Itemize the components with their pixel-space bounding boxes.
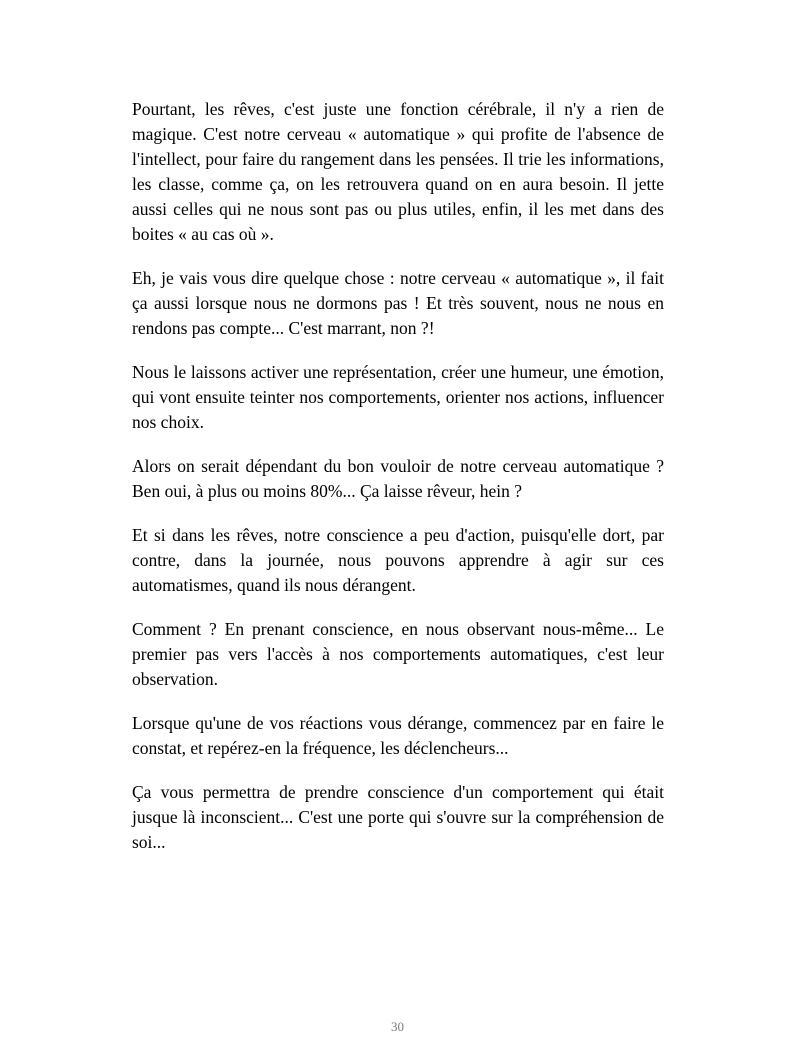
paragraph-1: Pourtant, les rêves, c'est juste une fonction cérébrale, il n'y a rien de magique. C'est notre cerveau « automatique » qui profite de l'absence de l'intellect, pour faire du rangement dans les pensées. Il trie les informations, les classe, comme ça, on les retrouvera quand on en aura besoin. Il jette aussi celles qui ne nous sont pas ou plus utiles, enfin, il les met dans des boites « au cas où ». xyxy=(132,99,664,244)
paragraph-6: Comment ? En prenant conscience, en nous observant nous-même... Le premier pas vers l'accès à nos comportements automatiques, c'est leur observation. xyxy=(132,619,664,689)
paragraph-2: Eh, je vais vous dire quelque chose : notre cerveau « automatique », il fait ça aussi lorsque nous ne dormons pas ! Et très souvent, nous ne nous en rendons pas compte... C'est marrant, non ?! xyxy=(132,268,664,338)
paragraph-8: Ça vous permettra de prendre conscience d'un comportement qui était jusque là inconscient... C'est une porte qui s'ouvre sur la compréhension de soi... xyxy=(132,782,664,852)
page-number: 30 xyxy=(391,1019,404,1034)
body-text xyxy=(132,97,664,874)
paragraph-3: Nous le laissons activer une représentation, créer une humeur, une émotion, qui vont ensuite teinter nos comportements, orienter nos actions, influencer nos choix. xyxy=(132,362,664,432)
paragraph-7: Lorsque qu'une de vos réactions vous dérange, commencez par en faire le constat, et repérez-en la fréquence, les déclencheurs... xyxy=(132,713,664,758)
paragraph-5: Et si dans les rêves, notre conscience a peu d'action, puisqu'elle dort, par contre, dans la journée, nous pouvons apprendre à agir sur ces automatismes, quand ils nous dérangent. xyxy=(132,525,664,595)
paragraph-4: Alors on serait dépendant du bon vouloir de notre cerveau automatique ? Ben oui, à plus ou moins 80%... Ça laisse rêveur, hein ? xyxy=(132,456,664,501)
